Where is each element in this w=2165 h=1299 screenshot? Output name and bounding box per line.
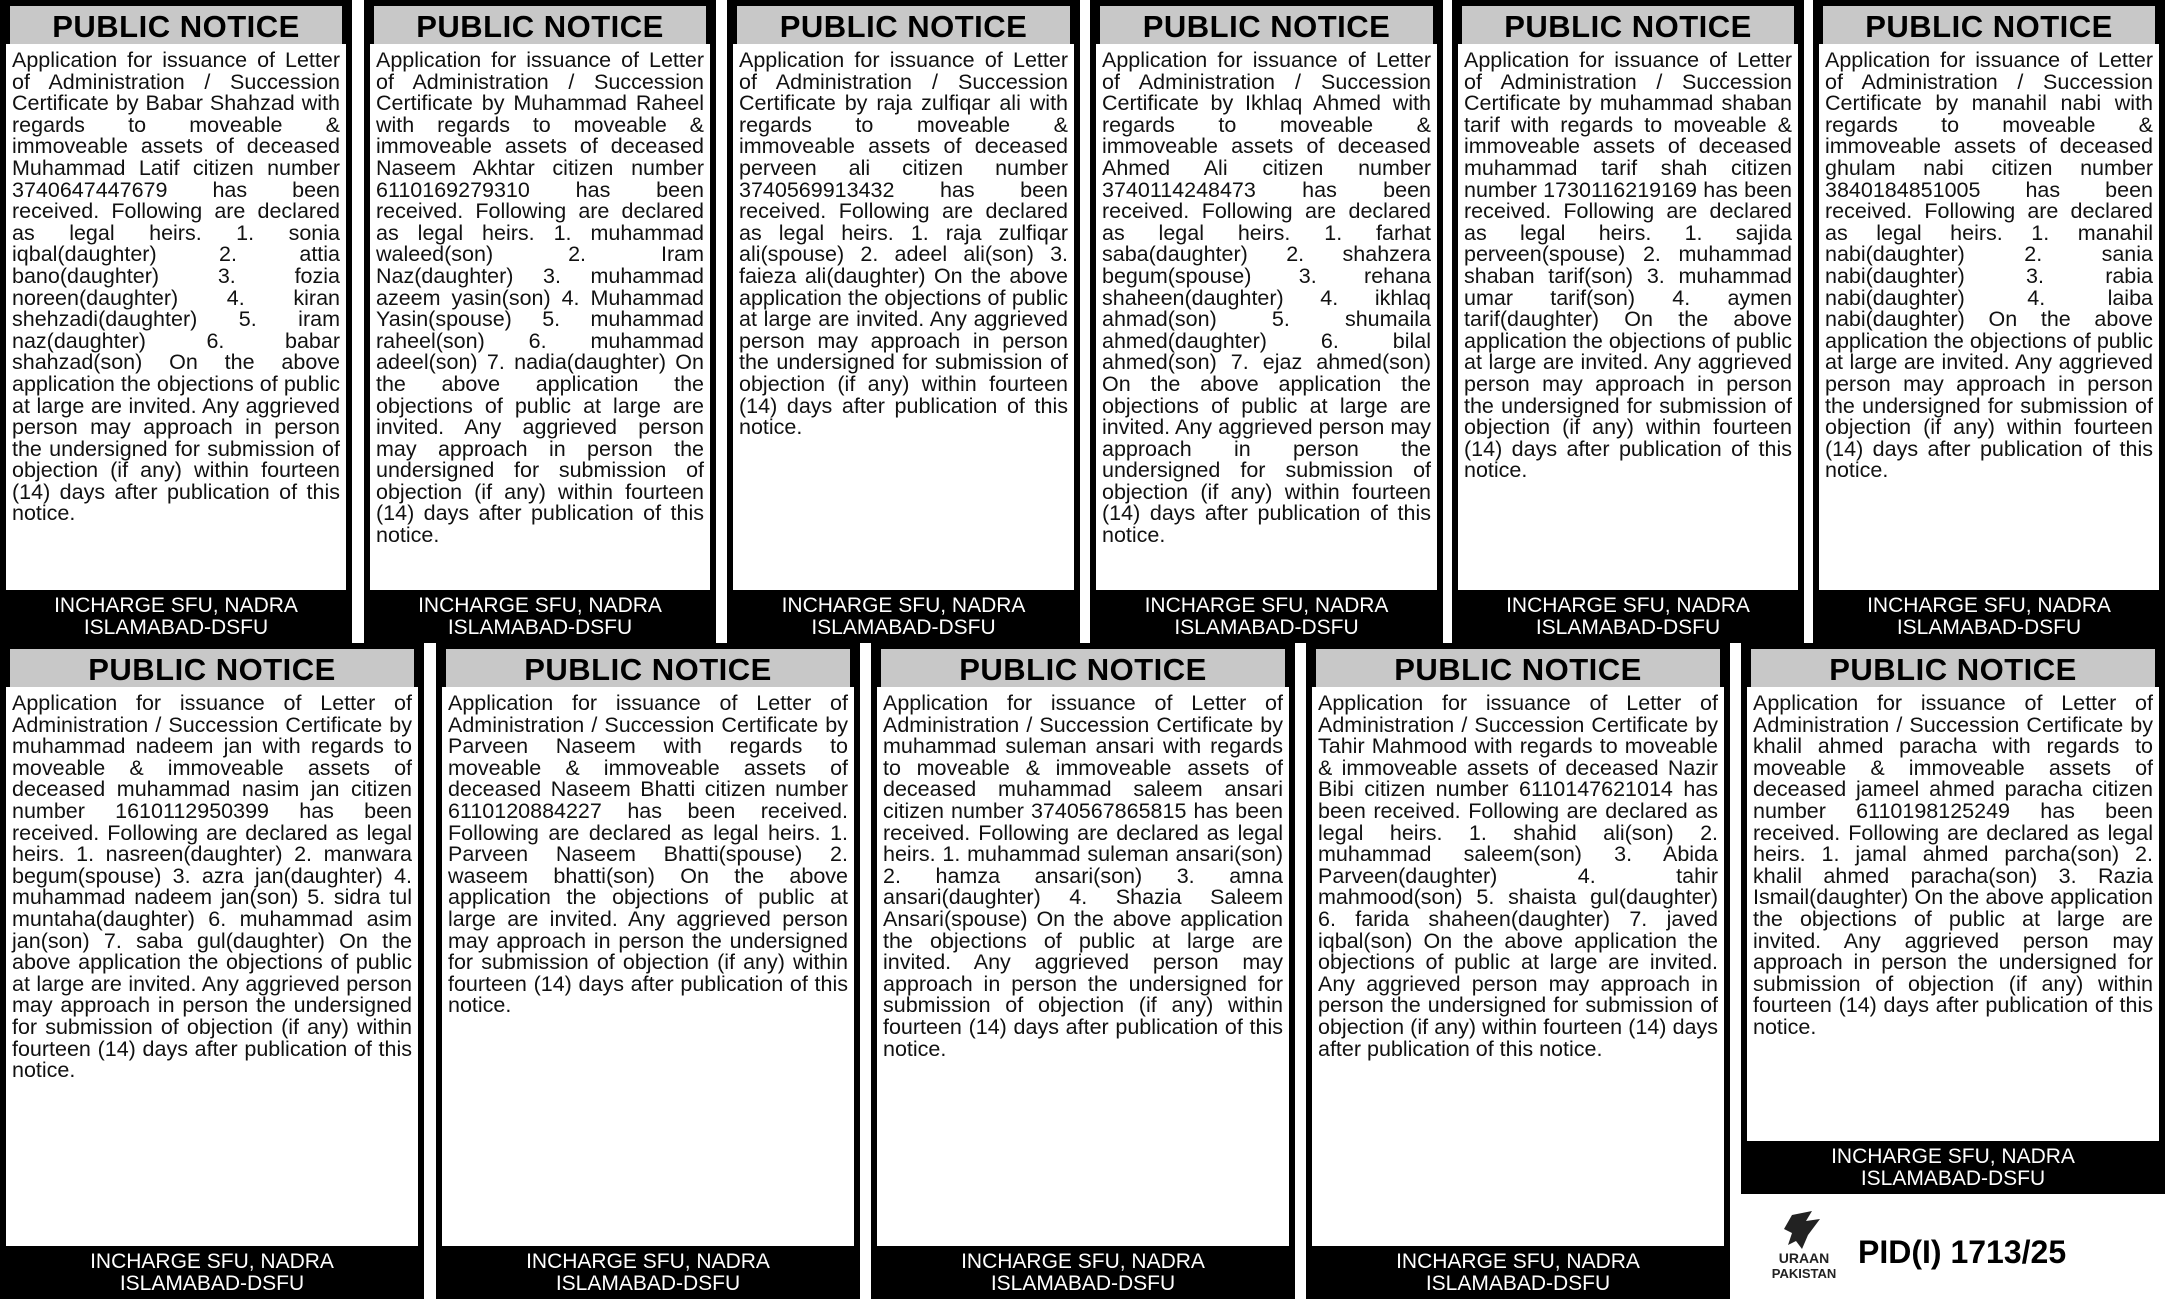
footer-line-1: INCHARGE SFU, NADRA bbox=[1396, 1250, 1640, 1273]
notice-heading: PUBLIC NOTICE bbox=[446, 649, 850, 687]
notice-footer bbox=[1747, 1141, 2159, 1194]
notice-heading: PUBLIC NOTICE bbox=[1462, 6, 1794, 44]
footer-line-2: ISLAMABAD-DSFU bbox=[1896, 616, 2082, 639]
notice-4 bbox=[1090, 0, 1443, 643]
footer-line-2: ISLAMABAD-DSFU bbox=[83, 616, 269, 639]
footer-line-1: INCHARGE SFU, NADRA bbox=[54, 594, 298, 617]
notice-1 bbox=[0, 0, 352, 643]
notice-footer bbox=[1819, 590, 2159, 643]
footer-line-2: ISLAMABAD-DSFU bbox=[1860, 1167, 2046, 1190]
notice-footer bbox=[442, 1246, 854, 1299]
footer-line-2: ISLAMABAD-DSFU bbox=[119, 1272, 305, 1295]
notice-body: Application for issuance of Letter of Administration / Succession Certificate by Babar Shahzad with regards to moveable & immoveable assets of deceased Muhammad Latif citizen number 3740647447679 has been received. Following are declared as legal heirs. 1. sonia iqbal(daughter) 2. attia bano(daughter) 3. fozia noreen(daughter) 4. kiran shehzadi(daughter) 5. iram naz(daughter) 6. babar shahzad(son) On the above application the objections of public at large are invited. Any aggrieved person may approach in person the undersigned for submission of objection (if any) within fourteen (14) days after publication of this notice. bbox=[6, 44, 346, 590]
notice-body: Application for issuance of Letter of Administration / Succession Certificate by muhammad nadeem jan with regards to moveable & immoveable assets of deceased muhammad nasim jan citizen number 1610112950399 has been received. Following are declared as legal heirs. 1. nasreen(daughter) 2. manwara begum(spouse) 3. azra jan(daughter) 4. muhammad nadeem jan(son) 5. sidra tul muntaha(daughter) 6. muhammad asim jan(son) 7. saba gul(daughter) On the above application the objections of public at large are invited. Any aggrieved person may approach in person the undersigned for submission of objection (if any) within fourteen (14) days after publication of this notice. bbox=[6, 687, 418, 1246]
notice-body: Application for issuance of Letter of Administration / Succession Certificate by manahil nabi with regards to moveable & immoveable assets of deceased ghulam nabi citizen number 3840184851005 has been received. Following are declared as legal heirs. 1. manahil nabi(daughter) 2. sania nabi(daughter) 3. rabia nabi(daughter) 4. laiba nabi(daughter) On the above application the objections of public at large are invited. Any aggrieved person may approach in person the undersigned for submission of objection (if any) within fourteen (14) days after publication of this notice. bbox=[1819, 44, 2159, 590]
notice-body: Application for issuance of Letter of Administration / Succession Certificate by Ikhlaq Ahmed with regards to moveable & immoveable assets of deceased Ahmed Ali citizen number 3740114248473 has been received. Following are declared as legal heirs. 1. farhat saba(daughter) 2. shahzera begum(spouse) 3. rehana shaheen(daughter) 4. ikhlaq ahmad(son) 5. shumaila ahmed(daughter) 6. bilal ahmed(son) 7. ejaz ahmed(son) On the above application the objections of public at large are invited. Any aggrieved person may approach in person the undersigned for submission of objection (if any) within fourteen (14) days after publication of this notice. bbox=[1096, 44, 1437, 590]
notice-body: Application for issuance of Letter of Administration / Succession Certificate by muhammad suleman ansari with regards to moveable & immoveable assets of deceased muhammad saleem ansari citizen number 3740567865815 has been received. Following are declared as legal heirs. 1. muhammad suleman ansari(son) 2. hamza ansari(son) 3. amna ansari(daughter) 4. Shazia Saleem Ansari(spouse) On the above application the objections of public at large are invited. Any aggrieved person may approach in person the undersigned for submission of objection (if any) within fourteen (14) days after publication of this notice. bbox=[877, 687, 1289, 1246]
footer-line-2: ISLAMABAD-DSFU bbox=[990, 1272, 1176, 1295]
notice-heading: PUBLIC NOTICE bbox=[1100, 6, 1433, 44]
notice-footer bbox=[877, 1246, 1289, 1299]
notice-heading: PUBLIC NOTICE bbox=[10, 6, 342, 44]
notice-body: Application for issuance of Letter of Administration / Succession Certificate by raja zulfiqar ali with regards to moveable & immoveable assets of deceased perveen ali citizen number 3740569913432 has been received. Following are declared as legal heirs. 1. raja zulfiqar ali(spouse) 2. adeel ali(son) 3. faieza ali(daughter) On the above application the objections of public at large are invited. Any aggrieved person may approach in person the undersigned for submission of objection (if any) within fourteen (14) days after publication of this notice. bbox=[733, 44, 1074, 590]
footer-line-1: INCHARGE SFU, NADRA bbox=[90, 1250, 334, 1273]
logo-text-top: URAAN bbox=[1778, 1250, 1830, 1266]
notice-body: Application for issuance of Letter of Administration / Succession Certificate by khalil ahmed paracha with regards to moveable & immoveable assets of deceased jameel ahmed paracha citizen number 6110198125249 has been received. Following are declared as legal heirs. 1. jamal ahmed parcha(son) 2. khalil ahmed paracha(son) 3. Razia Ismail(daughter) On the above application the objections of public at large are invited. Any aggrieved person may approach in person the undersigned for submission of objection (if any) within fourteen (14) days after publication of this notice. bbox=[1747, 687, 2159, 1141]
notice-footer bbox=[1458, 590, 1798, 643]
footer-line-2: ISLAMABAD-DSFU bbox=[811, 616, 996, 639]
notice-10 bbox=[1306, 643, 1730, 1299]
footer-line-2: ISLAMABAD-DSFU bbox=[1174, 616, 1359, 639]
notice-heading: PUBLIC NOTICE bbox=[1751, 649, 2155, 687]
notice-3 bbox=[727, 0, 1080, 643]
notice-heading: PUBLIC NOTICE bbox=[737, 6, 1070, 44]
pid-number: PID(I) 1713/25 bbox=[1858, 1234, 2067, 1270]
notice-9 bbox=[871, 643, 1295, 1299]
footer-line-1: INCHARGE SFU, NADRA bbox=[418, 594, 662, 617]
notice-body: Application for issuance of Letter of Administration / Succession Certificate by Tahir Mahmood with regards to moveable & immoveable assets of deceased Nazir Bibi citizen number 6110147621014 has been received. Following are declared as legal heirs. 1. shahid ali(son) 2. muhammad saleem(son) 3. Abida Parveen(daughter) 4. tahir mahmood(son) 5. shaista gul(daughter) 6. farida shaheen(daughter) 7. javed iqbal(son) On the above application the objections of public at large are invited. Any aggrieved person may approach in person the undersigned for submission of objection (if any) within fourteen (14) days after publication of this notice. bbox=[1312, 687, 1724, 1246]
footer-line-2: ISLAMABAD-DSFU bbox=[447, 616, 633, 639]
notice-2 bbox=[364, 0, 716, 643]
notice-11 bbox=[1741, 643, 2165, 1194]
notice-footer bbox=[6, 1246, 418, 1299]
notice-5 bbox=[1452, 0, 1804, 643]
footer-line-1: INCHARGE SFU, NADRA bbox=[1831, 1145, 2075, 1168]
footer-line-2: ISLAMABAD-DSFU bbox=[1535, 616, 1721, 639]
bird-icon bbox=[1784, 1211, 1820, 1249]
notice-heading: PUBLIC NOTICE bbox=[374, 6, 706, 44]
notice-footer bbox=[370, 590, 710, 643]
footer-line-1: INCHARGE SFU, NADRA bbox=[1506, 594, 1750, 617]
notice-heading: PUBLIC NOTICE bbox=[1823, 6, 2155, 44]
footer-line-2: ISLAMABAD-DSFU bbox=[555, 1272, 741, 1295]
notice-body: Application for issuance of Letter of Administration / Succession Certificate by Parveen Naseem with regards to moveable & immoveable assets of deceased Naseem Bhatti citizen number 6110120884227 has been received. Following are declared as legal heirs. 1. Parveen Naseem Bhatti(spouse) 2. waseem bhatti(son) On the above application the objections of public at large are invited. Any aggrieved person may approach in person the undersigned for submission of objection (if any) within fourteen (14) days after publication of this notice. bbox=[442, 687, 854, 1246]
footer-line-1: INCHARGE SFU, NADRA bbox=[961, 1250, 1205, 1273]
notice-footer bbox=[6, 590, 346, 643]
notice-6 bbox=[1813, 0, 2165, 643]
footer-line-2: ISLAMABAD-DSFU bbox=[1425, 1272, 1611, 1295]
notice-footer bbox=[733, 590, 1074, 643]
notice-footer bbox=[1312, 1246, 1724, 1299]
notice-body: Application for issuance of Letter of Administration / Succession Certificate by Muhammad Raheel with regards to moveable & immoveable assets of deceased Naseem Akhtar citizen number 6110169279310 has been received. Following are declared as legal heirs. 1. muhammad waleed(son) 2. Iram Naz(daughter) 3. muhammad azeem yasin(son) 4. Muhammad Yasin(spouse) 5. muhammad raheel(son) 6. muhammad adeel(son) 7. nadia(daughter) On the above application the objections of public at large are invited. Any aggrieved person may approach in person the undersigned for submission of objection (if any) within fourteen (14) days after publication of this notice. bbox=[370, 44, 710, 590]
notice-8 bbox=[436, 643, 860, 1299]
notice-heading: PUBLIC NOTICE bbox=[1316, 649, 1720, 687]
footer-line-1: INCHARGE SFU, NADRA bbox=[1144, 594, 1389, 617]
notice-heading: PUBLIC NOTICE bbox=[10, 649, 414, 687]
notice-footer bbox=[1096, 590, 1437, 643]
footer-line-1: INCHARGE SFU, NADRA bbox=[781, 594, 1026, 617]
footer-line-1: INCHARGE SFU, NADRA bbox=[526, 1250, 770, 1273]
notice-body: Application for issuance of Letter of Administration / Succession Certificate by muhammad shaban tarif with regards to moveable & immoveable assets of deceased muhammad tarif shah citizen number 1730116219169 has been received. Following are declared as legal heirs. 1. sajida perveen(spouse) 2. muhammad shaban tarif(son) 3. muhammad umar tarif(son) 4. aymen tarif(daughter) On the above application the objections of public at large are invited. Any aggrieved person may approach in person the undersigned for submission of objection (if any) within fourteen (14) days after publication of this notice. bbox=[1458, 44, 1798, 590]
notice-heading: PUBLIC NOTICE bbox=[881, 649, 1285, 687]
uraan-pakistan-logo bbox=[1762, 1205, 1847, 1290]
footer-line-1: INCHARGE SFU, NADRA bbox=[1867, 594, 2111, 617]
notice-7 bbox=[0, 643, 424, 1299]
logo-text-bottom: PAKISTAN bbox=[1771, 1266, 1837, 1281]
